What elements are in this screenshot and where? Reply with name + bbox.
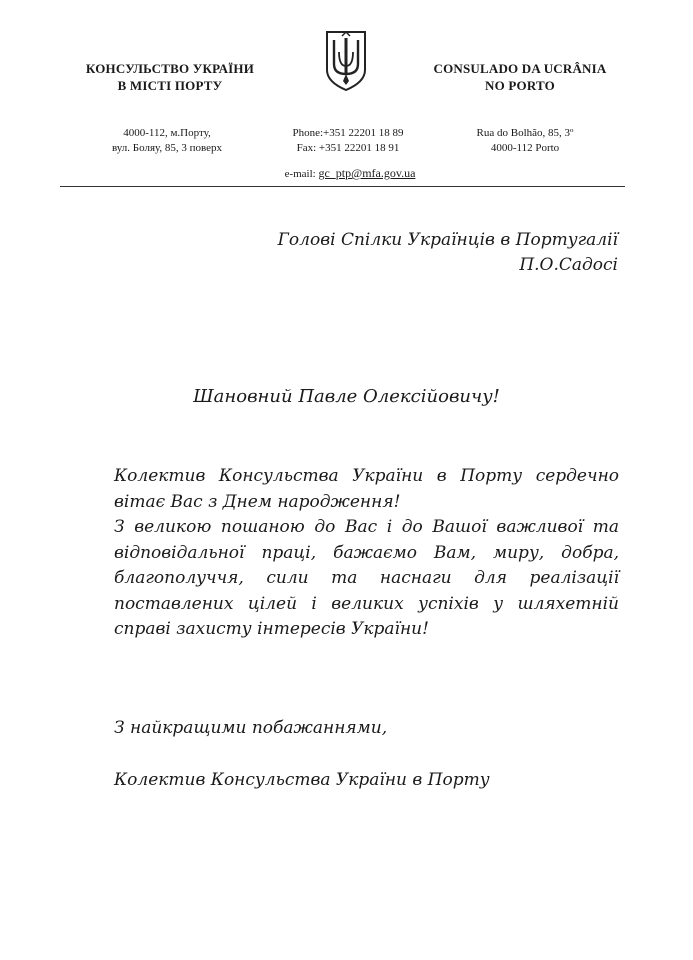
- closing-line: З найкращими побажаннями,: [114, 718, 388, 738]
- header-left-line1: КОНСУЛЬСТВО УКРАЇНИ: [85, 61, 255, 76]
- address-left-line2: вул. Боляу, 85, 3 поверх: [111, 142, 223, 154]
- trident-emblem-icon: [323, 30, 369, 92]
- email-label: e-mail:: [284, 168, 316, 180]
- recipient-block: [178, 228, 618, 278]
- fax-number: Fax: +351 22201 18 91: [296, 142, 400, 154]
- salutation: Шановний Павле Олексійовичу!: [193, 386, 500, 407]
- address-right-line2: 4000-112 Porto: [490, 142, 560, 154]
- body-paragraph-2: З великою пошаною до Вас і до Вашої важливої та відповідальної праці, бажаємо Вам, миру, добра, благополуччя, сили та наснаги для реалізації поставлених цілей і великих успіхів у шляхетній справі захисту інтересів України!: [114, 517, 619, 639]
- consulate-name-ukrainian: [70, 60, 270, 94]
- email-link[interactable]: gc_ptp@mfa.gov.ua: [318, 166, 416, 180]
- consulate-name-portuguese: [415, 60, 625, 94]
- contact-phones: [268, 126, 428, 156]
- letter-body: [114, 464, 619, 643]
- signature-line: Колектив Консульства України в Порту: [114, 770, 490, 790]
- address-portuguese: [440, 126, 610, 156]
- header-right-line1: CONSULADO DA UCRÂNIA: [433, 61, 607, 76]
- header-right-line2: NO PORTO: [485, 78, 555, 93]
- recipient-line1: Голові Спілки Українців в Португалії: [277, 230, 618, 250]
- address-right-line1: Rua do Bolhão, 85, 3º: [476, 127, 574, 139]
- header-divider: [60, 186, 625, 187]
- body-paragraph-1: Колектив Консульства України в Порту сердечно вітає Вас з Днем народження!: [114, 466, 619, 512]
- phone-number: Phone:+351 22201 18 89: [292, 127, 404, 139]
- header-left-line2: В МІСТІ ПОРТУ: [117, 78, 223, 93]
- recipient-line2: П.О.Садосі: [519, 255, 618, 275]
- address-left-line1: 4000-112, м.Порту,: [123, 127, 211, 139]
- email-line: [200, 166, 500, 181]
- address-ukrainian: [82, 126, 252, 156]
